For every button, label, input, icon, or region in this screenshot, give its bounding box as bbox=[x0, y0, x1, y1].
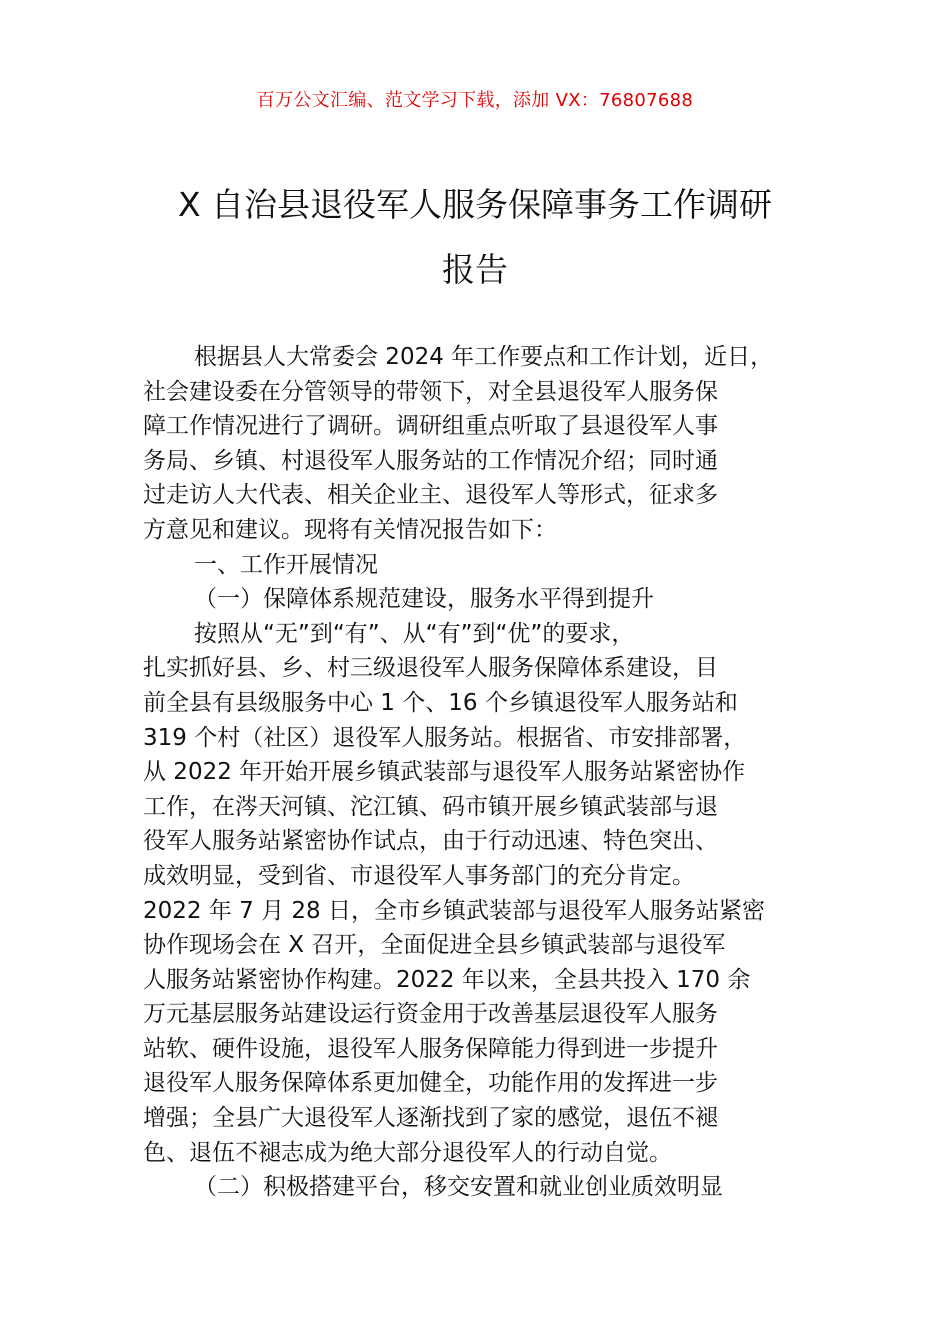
body-line: 319 个村（社区）退役军人服务站。根据省、市安排部署， bbox=[143, 724, 747, 751]
document-title-line-2: 报告 bbox=[442, 250, 508, 289]
subsection-heading: （一）保障体系规范建设，服务水平得到提升 bbox=[194, 586, 654, 613]
body-line: 役军人服务站紧密协作试点，由于行动迅速、特色突出、 bbox=[143, 828, 718, 855]
body-line: 前全县有县级服务中心 1 个、16 个乡镇退役军人服务站和 bbox=[143, 689, 738, 716]
body-line: 社会建设委在分管领导的带领下，对全县退役军人服务保 bbox=[143, 378, 718, 405]
watermark-note: 百万公文汇编、范文学习下载，添加 VX：76807688 bbox=[256, 90, 694, 111]
document-body bbox=[143, 340, 833, 1205]
body-line: 万元基层服务站建设运行资金用于改善基层退役军人服务 bbox=[143, 1001, 718, 1028]
body-line: 障工作情况进行了调研。调研组重点听取了县退役军人事 bbox=[143, 413, 718, 440]
body-line: 务局、乡镇、村退役军人服务站的工作情况介绍；同时通 bbox=[143, 447, 718, 474]
body-line: 方意见和建议。现将有关情况报告如下： bbox=[143, 516, 557, 543]
body-line: 过走访人大代表、相关企业主、退役军人等形式，征求多 bbox=[143, 482, 718, 509]
body-line: 退役军人服务保障体系更加健全，功能作用的发挥进一步 bbox=[143, 1070, 718, 1097]
body-line: 增强；全县广大退役军人逐渐找到了家的感觉，退伍不褪 bbox=[143, 1105, 718, 1132]
body-line: 色、退伍不褪志成为绝大部分退役军人的行动自觉。 bbox=[143, 1139, 672, 1166]
body-line: 站软、硬件设施，退役军人服务保障能力得到进一步提升 bbox=[143, 1035, 718, 1062]
body-line: 从 2022 年开始开展乡镇武装部与退役军人服务站紧密协作 bbox=[143, 759, 746, 786]
body-line: 根据县人大常委会 2024 年工作要点和工作计划，近日， bbox=[194, 344, 774, 370]
body-line: 工作，在涔天河镇、沱江镇、码市镇开展乡镇武装部与退 bbox=[143, 793, 718, 820]
document-title-line-1: X 自治县退役军人服务保障事务工作调研 bbox=[177, 185, 773, 224]
body-line: 2022 年 7 月 28 日，全市乡镇武装部与退役军人服务站紧密 bbox=[143, 897, 765, 924]
subsection-heading: （二）积极搭建平台，移交安置和就业创业质效明显 bbox=[194, 1174, 723, 1201]
body-line: 扎实抓好县、乡、村三级退役军人服务保障体系建设，目 bbox=[143, 655, 718, 682]
section-heading: 一、工作开展情况 bbox=[194, 551, 378, 578]
body-line: 按照从“无”到“有”、从“有”到“优”的要求， bbox=[194, 620, 635, 647]
body-line: 协作现场会在 X 召开，全面促进全县乡镇武装部与退役军 bbox=[143, 932, 726, 959]
body-line: 人服务站紧密协作构建。2022 年以来，全县共投入 170 余 bbox=[143, 966, 751, 993]
body-line: 成效明显，受到省、市退役军人事务部门的充分肯定。 bbox=[143, 862, 695, 889]
